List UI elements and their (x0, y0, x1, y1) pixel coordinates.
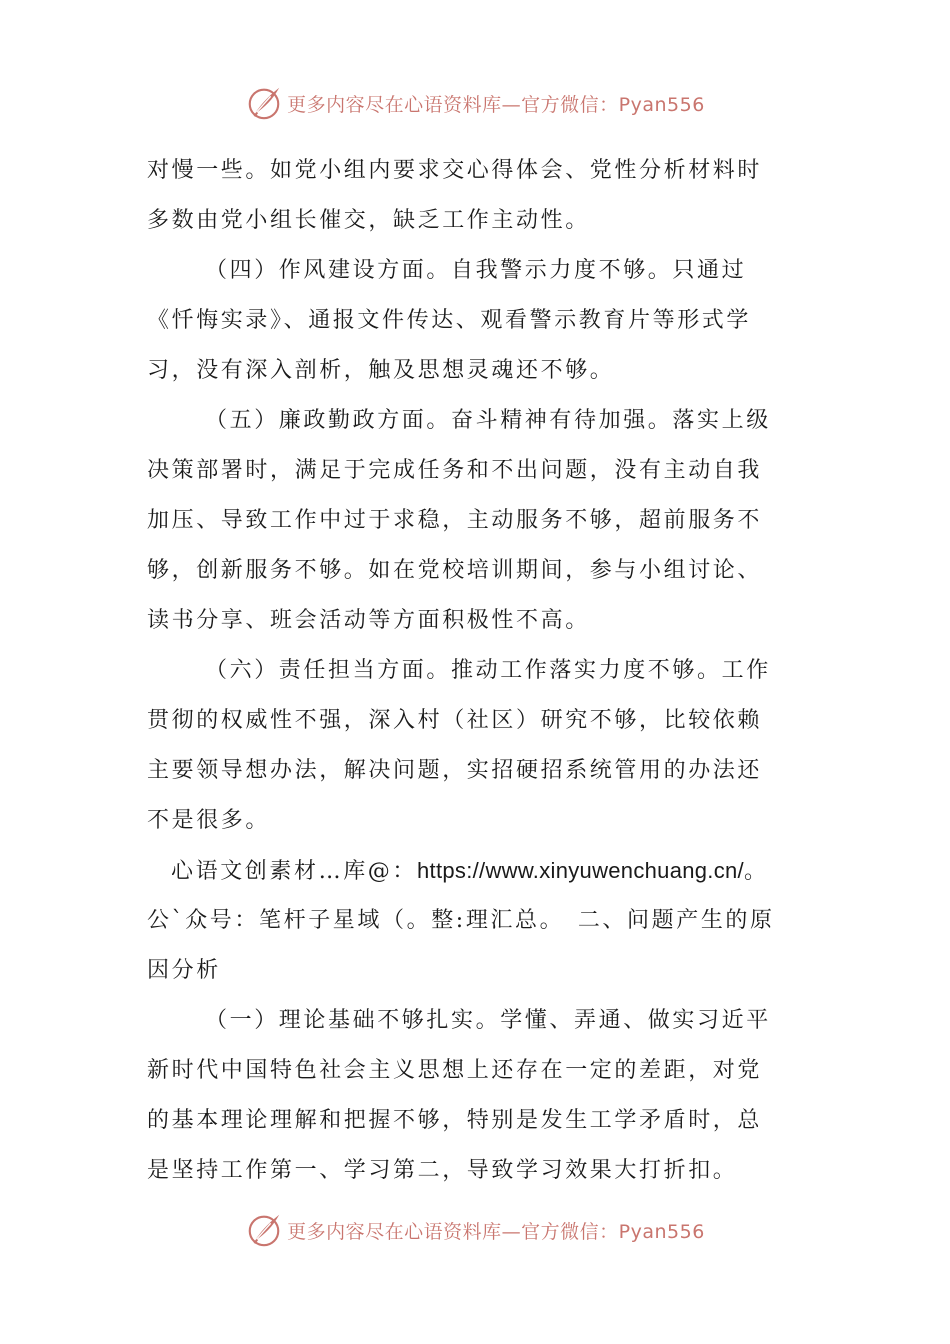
text-line: 新时代中国特色社会主义思想上还存在一定的差距，对党 (147, 1058, 763, 1083)
text-line: 贯彻的权威性不强，深入村（社区）研究不够，比较依赖 (147, 708, 763, 733)
text-line: 因分析 (147, 958, 221, 983)
header-banner (0, 83, 950, 123)
text-line: 对慢一些。如党小组内要求交心得体会、党性分析材料时 (147, 158, 763, 183)
footer-banner (0, 1210, 950, 1250)
text-line: 公`众号：笔杆子星域（。整:理汇总。 二、问题产生的原 (147, 908, 775, 933)
section-heading-line: （四）作风建设方面。自我警示力度不够。只通过 (205, 258, 747, 283)
header-label: 更多内容尽在心语资料库—官方微信： (287, 93, 619, 116)
header-text (287, 90, 705, 117)
watermark-suffix: 。 (743, 859, 769, 884)
watermark-prefix: 心语文创素材…库@： (171, 859, 418, 884)
text-line: 多数由党小组长催交，缺乏工作主动性。 (147, 208, 590, 233)
footer-label: 更多内容尽在心语资料库—官方微信： (287, 1220, 619, 1243)
footer-text (287, 1217, 705, 1244)
section-heading-line: （一）理论基础不够扎实。学懂、弄通、做实习近平 (205, 1008, 771, 1033)
text-line: 是坚持工作第一、学习第二，导致学习效果大打折扣。 (147, 1158, 738, 1183)
text-line: 决策部署时，满足于完成任务和不出问题，没有主动自我 (147, 458, 763, 483)
text-line: 习，没有深入剖析，触及思想灵魂还不够。 (147, 358, 615, 383)
footer-handle: Pyan556 (618, 1220, 705, 1243)
text-line: 不是很多。 (147, 808, 271, 833)
text-line: 加压、导致工作中过于求稳，主动服务不够，超前服务不 (147, 508, 763, 533)
text-line: 够，创新服务不够。如在党校培训期间，参与小组讨论、 (147, 558, 763, 583)
watermark-url: https://www.xinyuwenchuang.cn/ (417, 858, 744, 883)
text-line: 主要领导想办法，解决问题，实招硬招系统管用的办法还 (147, 758, 763, 783)
header-handle: Pyan556 (618, 93, 705, 116)
document-body (147, 146, 807, 1196)
text-line: 读书分享、班会活动等方面积极性不高。 (147, 608, 590, 633)
text-line: 的基本理论理解和把握不够，特别是发生工学矛盾时，总 (147, 1108, 763, 1133)
quill-logo-icon (245, 1211, 283, 1249)
watermark-line (147, 846, 807, 896)
quill-logo-icon (245, 84, 283, 122)
text-line: 《忏悔实录》、通报文件传达、观看警示教育片等形式学 (147, 308, 752, 333)
section-heading-line: （六）责任担当方面。推动工作落实力度不够。工作 (205, 658, 771, 683)
section-heading-line: （五）廉政勤政方面。奋斗精神有待加强。落实上级 (205, 408, 771, 433)
